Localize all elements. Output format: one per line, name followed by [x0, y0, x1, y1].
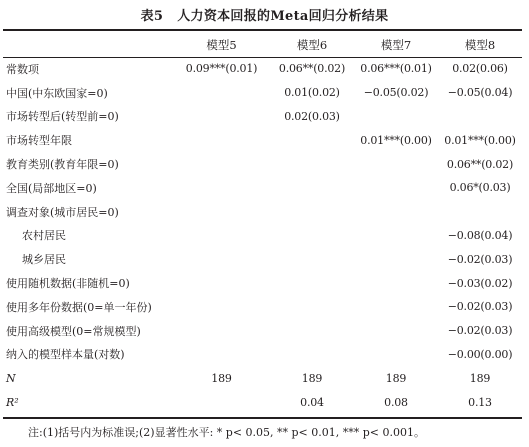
- table-row: [3, 319, 522, 343]
- table-row: [3, 152, 522, 176]
- coefficient-cell: [270, 152, 354, 176]
- coefficient-cell: [173, 271, 270, 295]
- table-row: [3, 105, 522, 129]
- row-label: 市场转型后(转型前=0): [6, 110, 119, 124]
- top-rule: [3, 29, 522, 31]
- coefficient-cell: −0.03(0.02): [447, 276, 513, 290]
- coefficient-cell: [270, 224, 354, 248]
- coefficient-cell: [270, 271, 354, 295]
- row-label: R²: [6, 395, 19, 409]
- coefficient-cell: 189: [301, 371, 323, 385]
- coefficient-cell: [173, 343, 270, 367]
- coefficient-cell: 0.13: [468, 395, 492, 409]
- coefficient-cell: [354, 105, 438, 129]
- table-row: [3, 271, 522, 295]
- coefficient-cell: −0.05(0.02): [363, 86, 429, 100]
- coefficient-cell: [354, 152, 438, 176]
- coefficient-cell: −0.05(0.04): [447, 86, 513, 100]
- table-row: [3, 57, 522, 81]
- table-number: 表5: [140, 9, 164, 24]
- row-label: 使用随机数据(非随机=0): [6, 277, 130, 291]
- table-row: [3, 176, 522, 200]
- coefficient-cell: 0.02(0.06): [452, 62, 508, 76]
- row-label: 全国(局部地区=0): [6, 181, 97, 195]
- coefficient-cell: [173, 390, 270, 414]
- table-row: [3, 247, 522, 271]
- coefficient-cell: −0.02(0.03): [447, 300, 513, 314]
- coefficient-cell: [354, 271, 438, 295]
- coefficient-cell: [173, 152, 270, 176]
- row-label: 市场转型年限: [6, 134, 72, 148]
- row-label: 中国(中东欧国家=0): [6, 86, 108, 100]
- header-cell-model-7: 模型7: [380, 38, 412, 52]
- coefficient-cell: [270, 247, 354, 271]
- table-row: [3, 366, 522, 390]
- coefficient-cell: 0.08: [384, 395, 408, 409]
- coefficient-cell: [354, 295, 438, 319]
- row-label: 农村居民: [22, 229, 66, 243]
- coefficient-cell: [354, 247, 438, 271]
- header-cell-model-6: 模型6: [296, 38, 328, 52]
- table-row: [3, 128, 522, 152]
- coefficient-cell: −0.02(0.03): [447, 252, 513, 266]
- coefficient-cell: 0.09***(0.01): [185, 62, 258, 76]
- coefficient-cell: [354, 224, 438, 248]
- table-row: [3, 343, 522, 367]
- row-label: 城乡居民: [22, 253, 66, 267]
- table-title-text: 人力资本回报的Meta回归分析结果: [177, 9, 389, 24]
- row-label: 使用高级模型(0=常规模型): [6, 324, 141, 338]
- coefficient-cell: −0.08(0.04): [447, 228, 513, 242]
- coefficient-cell: [270, 200, 354, 224]
- row-label: 调查对象(城市居民=0): [6, 205, 119, 219]
- coefficient-cell: [354, 343, 438, 367]
- coefficient-cell: [270, 319, 354, 343]
- coefficient-cell: 189: [211, 371, 232, 385]
- coefficient-cell: −0.02(0.03): [447, 324, 513, 338]
- coefficient-cell: 0.06*(0.03): [449, 181, 511, 195]
- table-title: [0, 5, 529, 24]
- header-cell-model-8: 模型8: [464, 38, 496, 52]
- header-cell-blank: [3, 33, 173, 57]
- coefficient-cell: 0.01(0.02): [284, 86, 340, 100]
- row-label: N: [6, 371, 16, 385]
- coefficient-cell: 0.04: [300, 395, 324, 409]
- coefficient-cell: 0.01***(0.00): [360, 133, 432, 147]
- coefficient-cell: 0.06**(0.02): [446, 157, 514, 171]
- coefficient-cell: 189: [385, 371, 407, 385]
- coefficient-cell: [270, 295, 354, 319]
- table-row: [3, 81, 522, 105]
- coefficient-cell: [173, 176, 270, 200]
- coefficient-cell: [270, 128, 354, 152]
- coefficient-cell: −0.00(0.00): [447, 347, 513, 361]
- coefficient-cell: [354, 319, 438, 343]
- row-label: 纳入的模型样本量(对数): [6, 348, 125, 362]
- table-row: [3, 295, 522, 319]
- header-cell-model-5: 模型5: [206, 38, 237, 52]
- coefficient-cell: [173, 319, 270, 343]
- table-row: [3, 390, 522, 414]
- coefficient-cell: 0.06**(0.02): [278, 62, 346, 76]
- coefficient-cell: [173, 247, 270, 271]
- table-note: 注:(1)括号内为标准误;(2)显著性水平: * p< 0.05, ** p< 0.01, *** p< 0.001。: [28, 426, 425, 439]
- bottom-rule: [3, 417, 522, 419]
- coefficient-cell: [270, 176, 354, 200]
- coefficient-cell: [173, 295, 270, 319]
- regression-table: [3, 33, 522, 414]
- header-row: [3, 33, 522, 57]
- coefficient-cell: 189: [469, 371, 491, 385]
- coefficient-cell: [438, 200, 522, 224]
- table-row: [3, 200, 522, 224]
- row-label: 使用多年份数据(0=单一年份): [6, 300, 152, 314]
- row-label: 教育类别(教育年限=0): [6, 158, 119, 172]
- coefficient-cell: [173, 105, 270, 129]
- coefficient-cell: [354, 176, 438, 200]
- coefficient-cell: 0.01***(0.00): [444, 133, 516, 147]
- coefficient-cell: 0.06***(0.01): [360, 62, 432, 76]
- coefficient-cell: [173, 200, 270, 224]
- coefficient-cell: 0.02(0.03): [284, 109, 340, 123]
- table-row: [3, 224, 522, 248]
- coefficient-cell: [270, 343, 354, 367]
- table-body: [3, 57, 522, 414]
- coefficient-cell: [354, 200, 438, 224]
- coefficient-cell: [173, 128, 270, 152]
- coefficient-cell: [438, 105, 522, 129]
- coefficient-cell: [173, 224, 270, 248]
- row-label: 常数项: [6, 62, 39, 76]
- coefficient-cell: [173, 81, 270, 105]
